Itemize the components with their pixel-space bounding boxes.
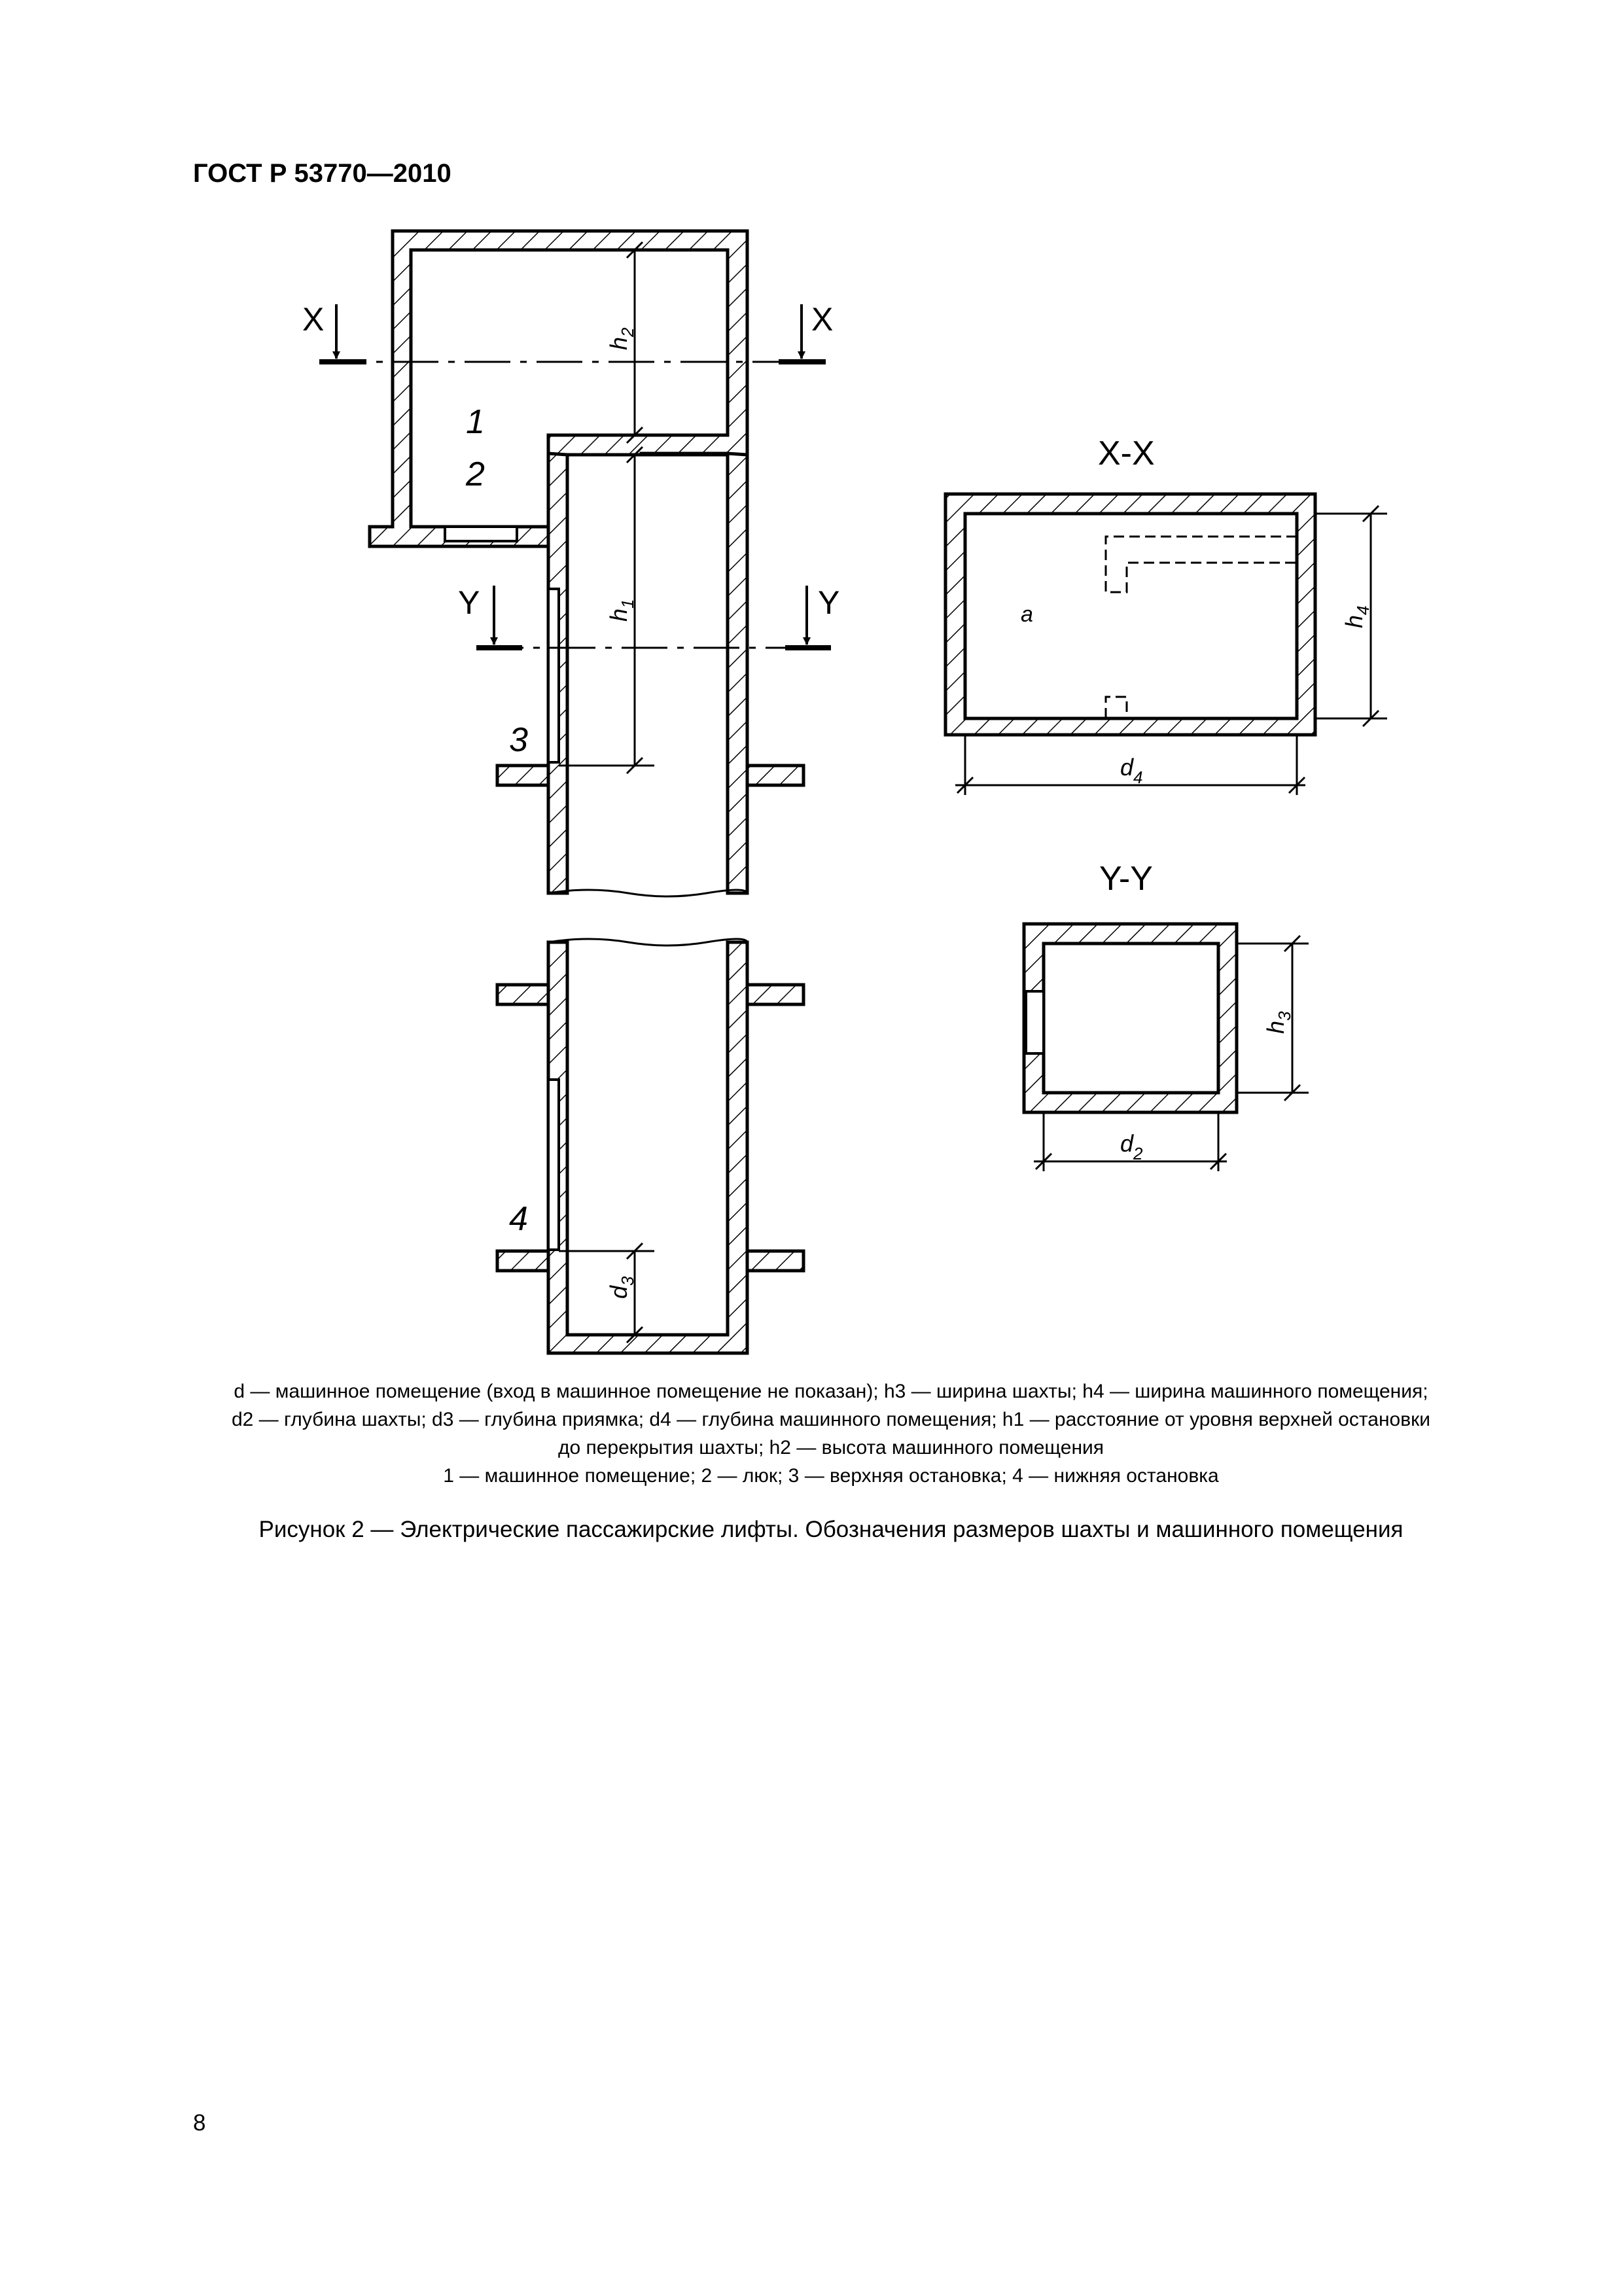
item-1-label: 1: [466, 403, 485, 441]
dim-h2-sub: 2: [618, 327, 637, 337]
area-a-label: a: [1021, 602, 1033, 627]
dim-d4-label: d: [1120, 754, 1134, 781]
item-3-label: 3: [509, 721, 528, 759]
dim-h4-sub: 4: [1353, 605, 1373, 615]
section-y-y: [1024, 924, 1237, 1112]
page-number: 8: [193, 2110, 206, 2136]
dim-h1-sub: 1: [618, 599, 637, 609]
dim-h2-label: h: [605, 336, 632, 350]
dim-h3-label: h: [1262, 1020, 1289, 1034]
dim-d2-sub: 2: [1133, 1144, 1143, 1163]
section-x-x: [945, 494, 1315, 735]
dim-d4-sub: 4: [1133, 768, 1143, 787]
document-code-header: ГОСТ Р 53770—2010: [193, 159, 451, 188]
shaft-lower-section: [497, 942, 803, 1353]
item-4-label: 4: [509, 1200, 528, 1238]
section-y-mark-left: Y: [458, 584, 480, 621]
dimension-lines-x-x: [955, 506, 1387, 795]
section-x-x-title: X-X: [1098, 434, 1155, 472]
dim-h4-label: h: [1341, 614, 1368, 628]
legend-line-1: d — машинное помещение (вход в машинное помещение не показан); h3 — ширина шахты; h4 — ширина машинного помещения;: [234, 1381, 1428, 1402]
section-y-mark-right: Y: [818, 584, 840, 621]
dimension-lines-main: [559, 242, 654, 1343]
shaft-upper-section: [497, 453, 803, 893]
dim-h3-sub: 3: [1275, 1011, 1294, 1021]
dim-d2-label: d: [1120, 1130, 1134, 1157]
section-x-mark-left: X: [302, 301, 325, 338]
legend-line-4: 1 — машинное помещение; 2 — люк; 3 — верхняя остановка; 4 — нижняя остановка: [443, 1465, 1219, 1487]
figure-legend: [170, 1377, 1492, 1490]
figure-caption: Рисунок 2 — Электрические пассажирские лифты. Обозначения размеров шахты и машинного помещения: [258, 1517, 1403, 1542]
dim-h1-label: h: [605, 608, 632, 622]
item-2-label: 2: [466, 455, 485, 493]
dim-d3-label: d: [605, 1285, 632, 1299]
section-y-y-title: Y-Y: [1099, 860, 1153, 898]
dim-d3-sub: 3: [618, 1276, 637, 1286]
legend-line-2: d2 — глубина шахты; d3 — глубина приямка; d4 — глубина машинного помещения; h1 — расстояние от уровня верхней остановки: [231, 1409, 1431, 1430]
hatch-opening: [445, 527, 517, 541]
section-x-mark-right: X: [811, 301, 834, 338]
legend-line-3: до перекрытия шахты; h2 — высота машинного помещения: [557, 1437, 1104, 1458]
dimension-lines-y-y: [1034, 936, 1309, 1171]
